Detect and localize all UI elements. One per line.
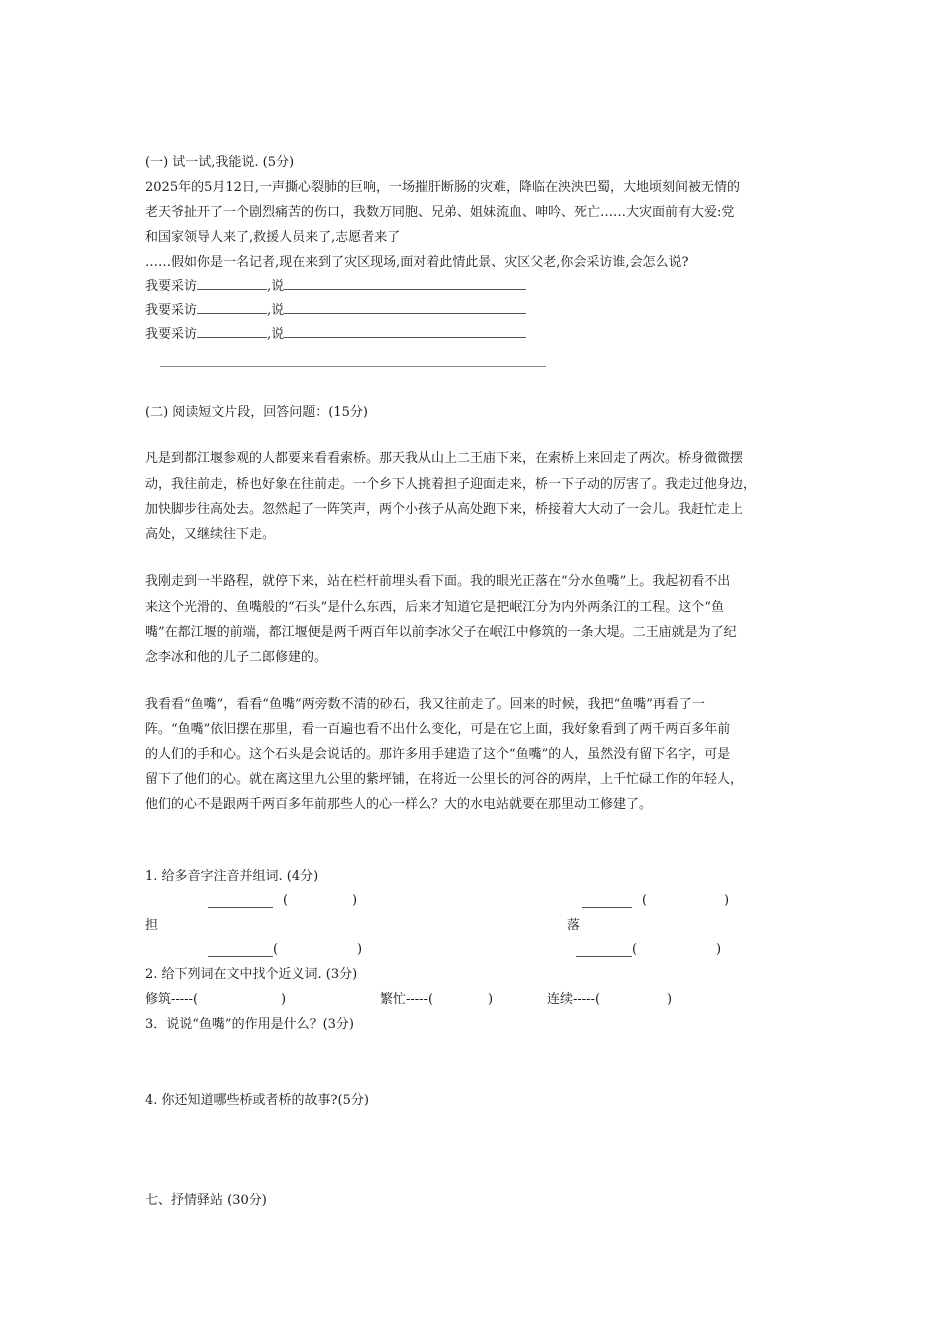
paren-close: ) <box>357 942 363 957</box>
paren-open: ( <box>273 942 279 957</box>
synonym-prompt: 连续-----( <box>547 992 601 1007</box>
section1-line: 老天爷扯开了一个剧烈痛苦的伤口，我数万同胞、兄弟、姐妹流血、呻吟、死亡……大灾面前有大爱:党 <box>145 205 735 220</box>
answer-blank[interactable] <box>197 337 267 338</box>
section1-line: ……假如你是一名记者,现在来到了灾区现场,面对着此情此景、灾区父老,你会采访谁,会怎么说? <box>145 255 689 270</box>
paren-close: ) <box>667 992 673 1007</box>
section7-heading: 七、抒情驿站 (30分) <box>145 1193 267 1208</box>
answer-blank[interactable] <box>160 366 546 367</box>
paren-close: ) <box>716 942 722 957</box>
synonym-prompt: 修筑-----( <box>145 992 199 1007</box>
interview-prefix: 我要采访 <box>145 279 198 294</box>
passage-line: 来这个光滑的、鱼嘴般的“石头”是什么东西，后来才知道它是把岷江分为内外两条江的工程。这个“鱼 <box>145 600 724 615</box>
passage-line: 阵。“鱼嘴”依旧摆在那里，看一百遍也看不出什么变化，可是在它上面，我好象看到了两千两百多年前 <box>145 722 731 737</box>
interview-mid: ,说 <box>267 279 285 294</box>
passage-line: 动，我往前走，桥也好象在往前走。一个乡下人挑着担子迎面走来，桥一下子动的厉害了。我走过他身边， <box>145 477 757 492</box>
paren-open: ( <box>283 893 289 908</box>
paren-close: ) <box>488 992 494 1007</box>
paren-open: ( <box>632 942 638 957</box>
interview-mid: ,说 <box>267 327 285 342</box>
section1-line: 和国家领导人来了,救援人员来了,志愿者来了 <box>145 230 401 245</box>
paren-open: ( <box>642 893 648 908</box>
interview-line <box>145 327 526 343</box>
section1-line: 2025年的5月12日,一声撕心裂肺的巨响，一场摧肝断肠的灾难，降临在泱泱巴蜀，大地顷刻间被无情的 <box>145 180 741 195</box>
question-2: 2. 给下列词在文中找个近义词. (3分) <box>145 967 358 982</box>
answer-blank[interactable] <box>197 313 267 314</box>
answer-blank[interactable] <box>284 289 526 290</box>
passage-line: 加快脚步往高处去。忽然起了一阵笑声，两个小孩子从高处跑下来，桥接着大大动了一会儿。我赶忙走上 <box>145 502 744 517</box>
paren-close: ) <box>724 893 730 908</box>
section2-heading: (二) 阅读短文片段，回答问题：(15分) <box>145 405 368 420</box>
question-4: 4. 你还知道哪些桥或者桥的故事?(5分) <box>145 1093 369 1108</box>
question-3: 3．说说“鱼嘴”的作用是什么？(3分) <box>145 1017 354 1032</box>
passage-line: 的人们的手和心。这个石头是会说话的。那许多用手建造了这个“鱼嘴”的人，虽然没有留下名字，可是 <box>145 747 731 762</box>
answer-blank[interactable] <box>284 313 526 314</box>
paren-close: ) <box>352 893 358 908</box>
polyphone-char: 落 <box>567 918 581 933</box>
synonym-prompt: 繁忙-----( <box>380 992 434 1007</box>
section1-heading: (一) 试一试,我能说. (5分) <box>145 155 295 170</box>
paren-close: ) <box>281 992 287 1007</box>
passage-line: 留下了他们的心。就在离这里九公里的紫坪铺，在将近一公里长的河谷的两岸，上千忙碌工作的年轻人， <box>145 772 744 787</box>
passage-line: 高处，又继续往下走。 <box>145 527 276 542</box>
answer-blank[interactable] <box>284 337 526 338</box>
polyphone-char: 担 <box>145 918 159 933</box>
pinyin-blank[interactable] <box>576 956 632 957</box>
interview-prefix: 我要采访 <box>145 327 198 342</box>
interview-mid: ,说 <box>267 303 285 318</box>
passage-line: 我看看“鱼嘴”，看看“鱼嘴”两旁数不清的砂石，我又往前走了。回来的时候，我把“鱼嘴”再看了一 <box>145 697 705 712</box>
question-1: 1. 给多音字注音并组词. (4分) <box>145 869 319 884</box>
pinyin-blank[interactable] <box>208 907 273 908</box>
interview-line <box>145 303 526 319</box>
passage-line: 凡是到都江堰参观的人都要来看看索桥。那天我从山上二王庙下来，在索桥上来回走了两次。桥身微微摆 <box>145 451 744 466</box>
passage-line: 念李冰和他的儿子二郎修建的。 <box>145 650 328 665</box>
pinyin-blank[interactable] <box>582 907 632 908</box>
answer-blank[interactable] <box>197 289 267 290</box>
interview-prefix: 我要采访 <box>145 303 198 318</box>
interview-line <box>145 279 526 295</box>
passage-line: 他们的心不是跟两千两百多年前那些人的心一样么？大的水电站就要在那里动工修建了。 <box>145 797 653 812</box>
pinyin-blank[interactable] <box>208 956 273 957</box>
passage-line: 我刚走到一半路程，就停下来，站在栏杆前埋头看下面。我的眼光正落在“分水鱼嘴”上。我起初看不出 <box>145 574 731 589</box>
passage-line: 嘴”在都江堰的前端，都江堰便是两千两百年以前李冰父子在岷江中修筑的一条大堤。二王庙就是为了纪 <box>145 625 737 640</box>
